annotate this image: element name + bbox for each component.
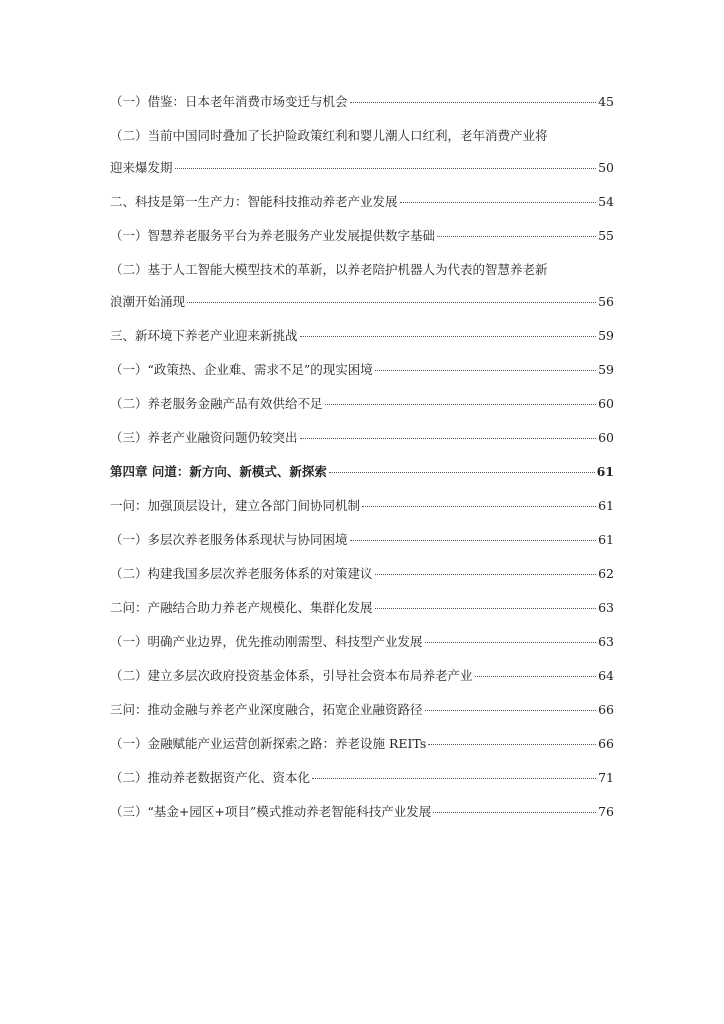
toc-entry[interactable] <box>110 564 614 584</box>
toc-entry[interactable] <box>110 360 614 380</box>
toc-entry-title-line2: 迎来爆发期 <box>110 160 173 175</box>
toc-entry[interactable] <box>110 632 614 652</box>
toc-entry[interactable] <box>110 768 614 788</box>
toc-entry-page: 63 <box>598 634 614 649</box>
toc-chapter-entry[interactable] <box>110 462 614 482</box>
toc-entry-page: 66 <box>598 736 614 751</box>
toc-entry-title: （二）构建我国多层次养老服务体系的对策建议 <box>110 566 373 581</box>
dot-leader <box>350 540 597 541</box>
dot-leader <box>187 302 596 303</box>
toc-entry-title-line1: （二）当前中国同时叠加了长护险政策红利和婴儿潮人口红利，老年消费产业将 <box>110 128 548 143</box>
toc-entry[interactable] <box>110 530 614 550</box>
toc-entry[interactable] <box>110 326 614 346</box>
toc-entry-page: 64 <box>598 668 614 683</box>
toc-entry[interactable] <box>110 734 614 754</box>
dot-leader <box>350 102 597 103</box>
dot-leader <box>437 236 596 237</box>
toc-entry-title: 三问：推动金融与养老产业深度融合，拓宽企业融资路径 <box>110 702 423 717</box>
toc-entry[interactable] <box>110 802 614 822</box>
toc-entry-page: 50 <box>598 160 614 175</box>
toc-entry-title: （一）“政策热、企业难、需求不足”的现实困境 <box>110 362 373 377</box>
dot-leader <box>425 710 597 711</box>
toc-entry[interactable] <box>110 226 614 246</box>
toc-entry-title: （一）借鉴：日本老年消费市场变迁与机会 <box>110 94 348 109</box>
toc-entry-title: （二）推动养老数据资产化、资本化 <box>110 770 311 785</box>
toc-entry[interactable] <box>110 666 614 686</box>
toc-entry[interactable] <box>110 700 614 720</box>
dot-leader <box>428 744 596 745</box>
toc-entry[interactable] <box>110 126 614 178</box>
toc-entry-title: （一）明确产业边界，优先推动刚需型、科技型产业发展 <box>110 634 423 649</box>
dot-leader <box>375 574 597 575</box>
toc-entry-title: （一）智慧养老服务平台为养老服务产业发展提供数字基础 <box>110 228 436 243</box>
toc-entry-title: （三）“基金+园区+项目”模式推动养老智能科技产业发展 <box>110 804 432 819</box>
toc-entry-page: 76 <box>598 804 614 819</box>
table-of-contents <box>110 92 614 836</box>
dot-leader <box>425 642 597 643</box>
toc-entry[interactable] <box>110 260 614 312</box>
dot-leader <box>375 370 596 371</box>
toc-entry-page: 62 <box>598 566 614 581</box>
toc-entry[interactable] <box>110 598 614 618</box>
toc-entry-page: 61 <box>598 532 614 547</box>
dot-leader <box>300 336 597 337</box>
dot-leader <box>300 438 597 439</box>
toc-entry-page: 71 <box>598 770 614 785</box>
toc-entry-title: 第四章 问道：新方向、新模式、新探索 <box>110 464 327 479</box>
toc-entry[interactable] <box>110 496 614 516</box>
dot-leader <box>375 608 597 609</box>
toc-entry-page: 45 <box>598 94 614 109</box>
toc-entry-page: 61 <box>596 464 614 479</box>
dot-leader <box>433 812 596 813</box>
toc-entry-title: （一）多层次养老服务体系现状与协同困境 <box>110 532 348 547</box>
toc-entry-page: 59 <box>598 362 614 377</box>
toc-entry-title-line1: （二）基于人工智能大模型技术的革新，以养老陪护机器人为代表的智慧养老新 <box>110 262 548 277</box>
toc-entry-page: 60 <box>598 396 614 411</box>
toc-entry-page: 55 <box>598 228 614 243</box>
toc-entry-page: 59 <box>598 328 614 343</box>
toc-entry-title: （一）金融赋能产业运营创新探索之路：养老设施 REITs <box>110 736 427 751</box>
toc-entry-page: 56 <box>598 294 614 309</box>
toc-entry-title-line2: 浪潮开始涌现 <box>110 294 186 309</box>
dot-leader <box>400 202 597 203</box>
toc-entry[interactable] <box>110 428 614 448</box>
toc-entry[interactable] <box>110 92 614 112</box>
toc-entry-title: 二问：产融结合助力养老产规模化、集群化发展 <box>110 600 373 615</box>
toc-entry-title: 二、科技是第一生产力：智能科技推动养老产业发展 <box>110 194 398 209</box>
toc-entry-title: 一问：加强顶层设计，建立各部门间协同机制 <box>110 498 361 513</box>
dot-leader <box>325 404 597 405</box>
toc-entry-page: 54 <box>598 194 614 209</box>
dot-leader <box>175 168 597 169</box>
dot-leader <box>312 778 596 779</box>
toc-entry-title: （二）养老服务金融产品有效供给不足 <box>110 396 323 411</box>
toc-entry-page: 63 <box>598 600 614 615</box>
toc-entry-page: 66 <box>598 702 614 717</box>
toc-entry-title: （三）养老产业融资问题仍较突出 <box>110 430 298 445</box>
toc-entry[interactable] <box>110 394 614 414</box>
toc-entry-title: （二）建立多层次政府投资基金体系，引导社会资本布局养老产业 <box>110 668 473 683</box>
dot-leader <box>475 676 597 677</box>
dot-leader <box>329 472 595 473</box>
dot-leader <box>362 506 596 507</box>
toc-entry-title: 三、新环境下养老产业迎来新挑战 <box>110 328 298 343</box>
toc-entry[interactable] <box>110 192 614 212</box>
toc-entry-page: 60 <box>598 430 614 445</box>
toc-entry-page: 61 <box>598 498 614 513</box>
